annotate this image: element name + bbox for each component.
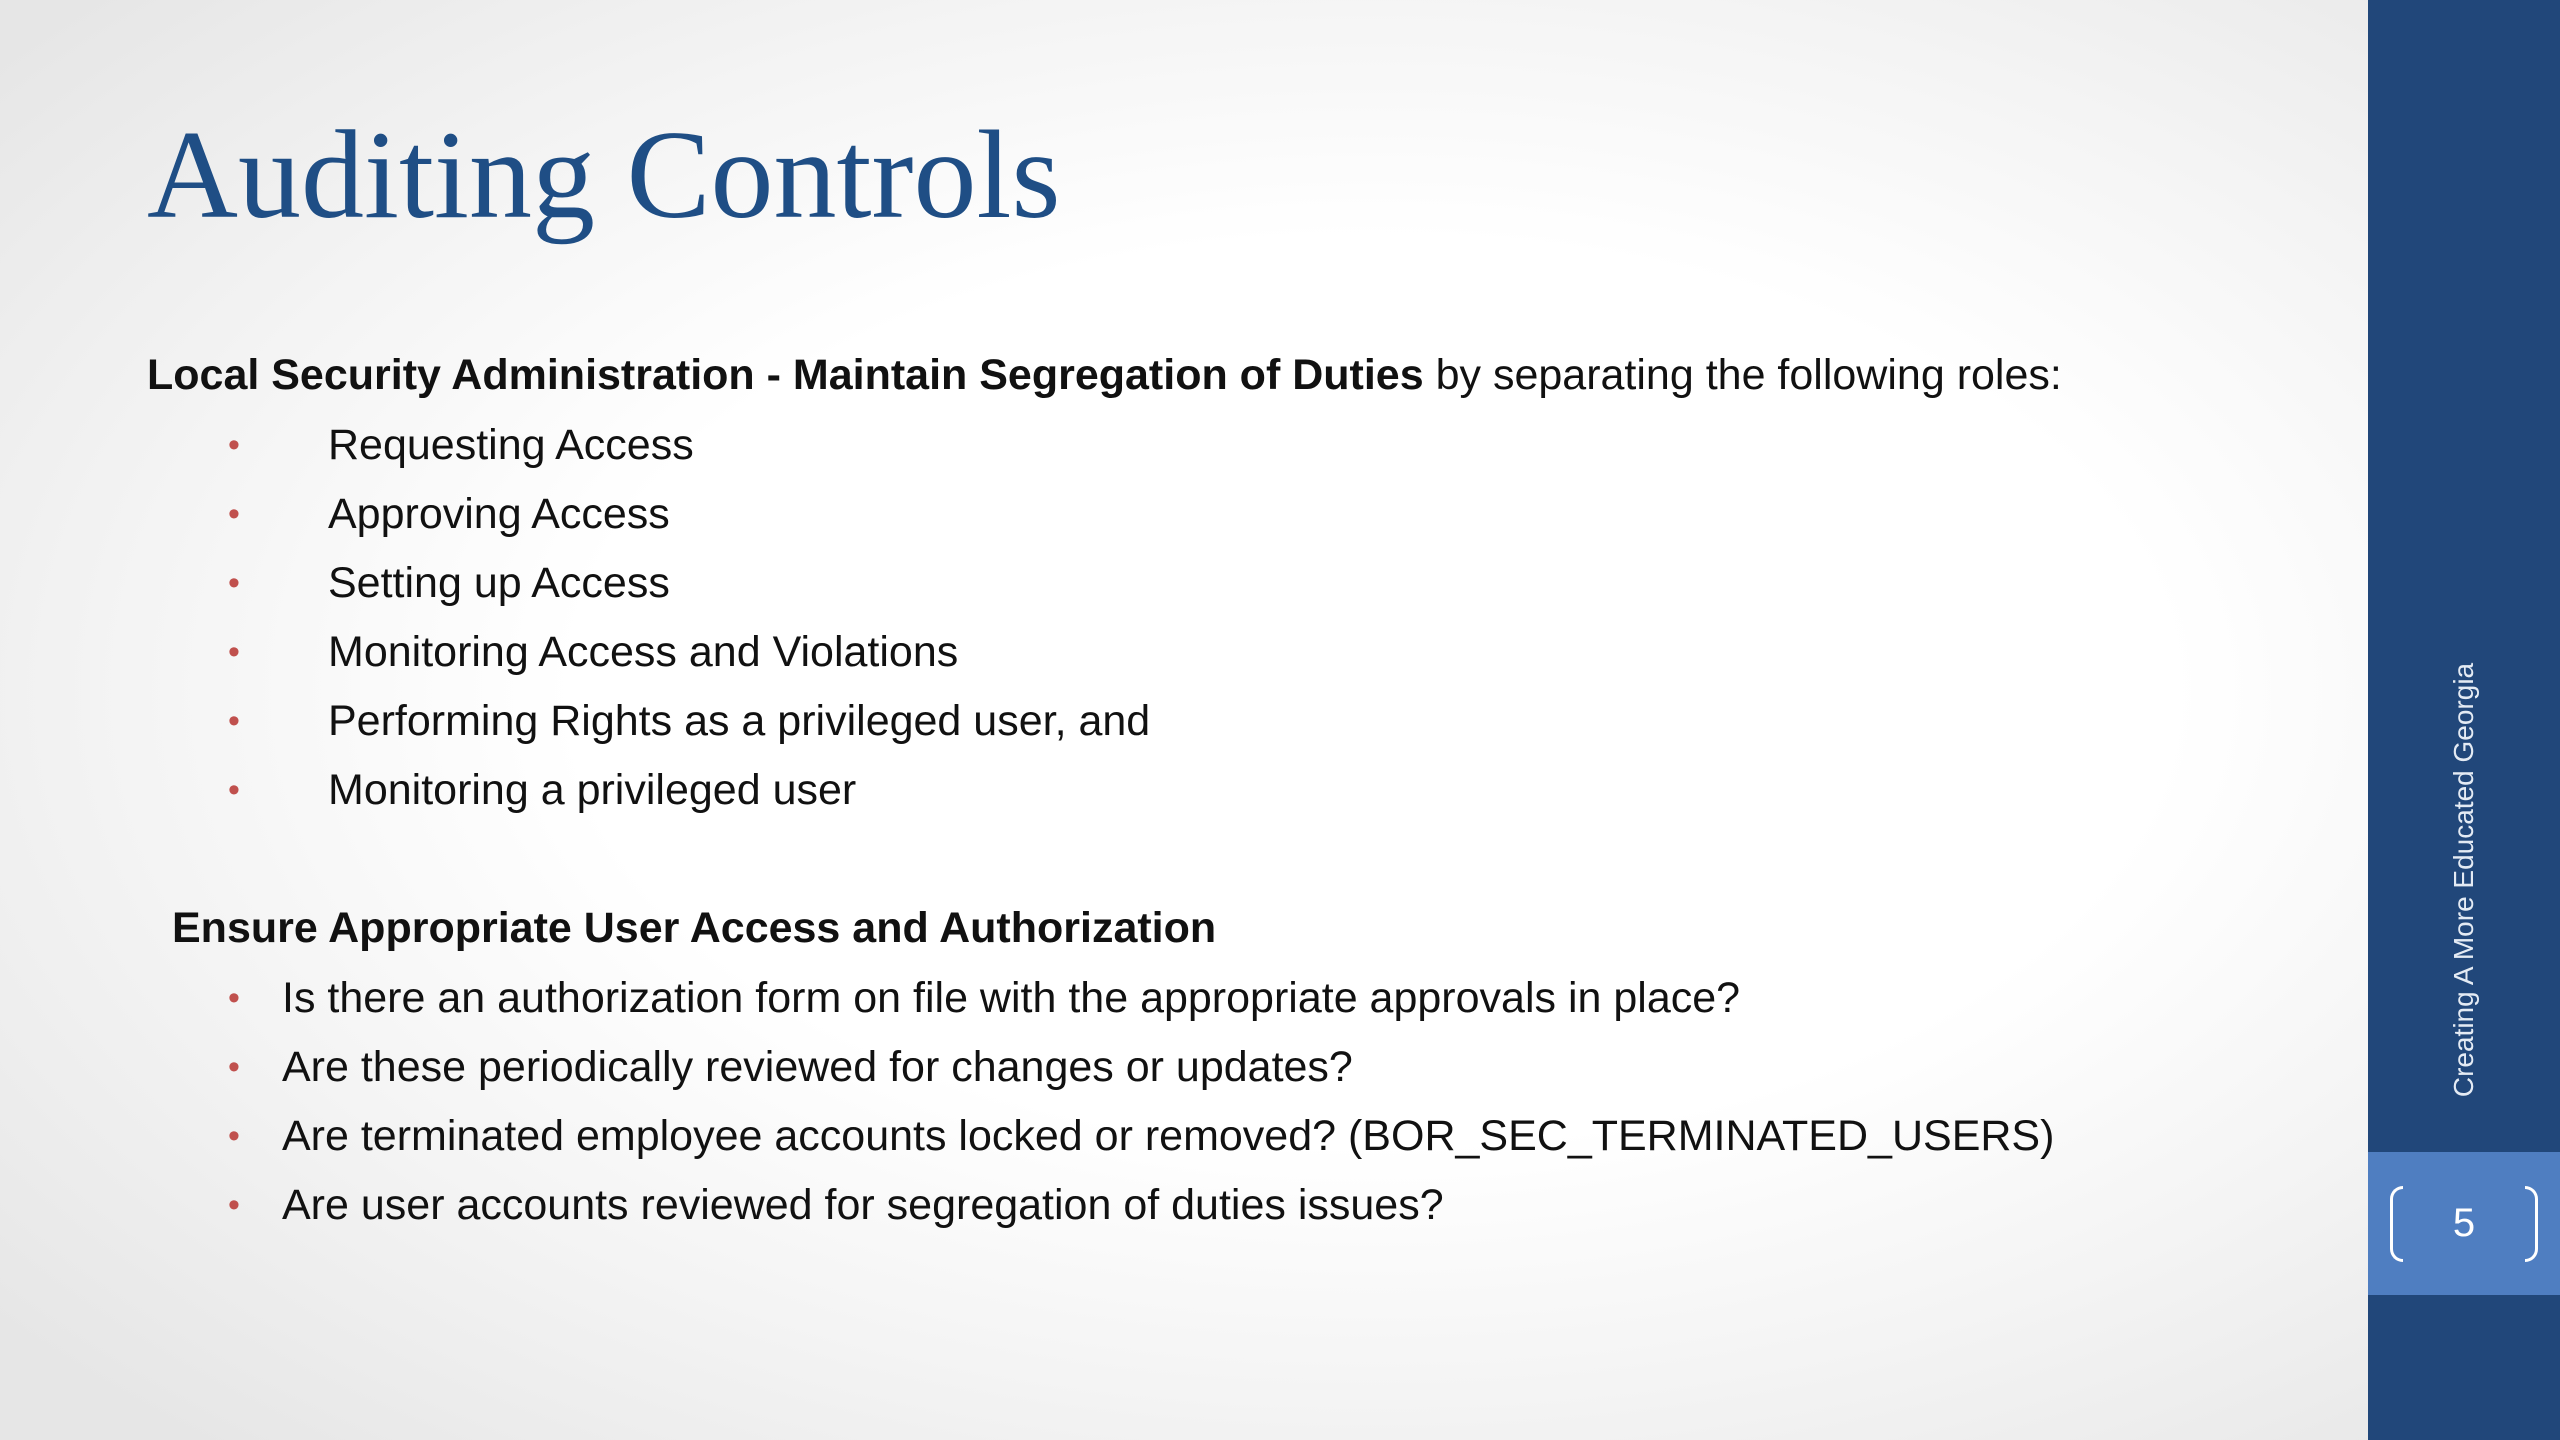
role-text: Monitoring a privileged user: [328, 766, 857, 814]
right-bracket-icon: [2525, 1186, 2538, 1262]
bullet-icon: •: [228, 771, 240, 809]
intro-line: [147, 345, 2062, 405]
list-item: [228, 553, 1150, 622]
page-number: 5: [2452, 1201, 2476, 1245]
section-heading: Ensure Appropriate User Access and Authorization: [172, 904, 1217, 952]
list-item: [228, 760, 1150, 829]
intro-bold-text: Local Security Administration - Maintain Segregation of Duties: [147, 351, 1424, 399]
bullet-icon: •: [228, 1048, 240, 1086]
questions-list: [228, 968, 2055, 1244]
role-text: Approving Access: [328, 490, 670, 538]
role-text: Performing Rights as a privileged user, and: [328, 697, 1151, 745]
list-item: [228, 1037, 2054, 1106]
role-text: Monitoring Access and Violations: [328, 628, 959, 676]
list-item: [228, 968, 2054, 1037]
intro-rest-text: by separating the following roles:: [1423, 351, 2062, 399]
bullet-icon: •: [228, 702, 240, 740]
page-number-box: [2368, 1152, 2560, 1295]
list-item: [228, 622, 1150, 691]
question-text: Are terminated employee accounts locked or removed? (BOR_SEC_TERMINATED_USERS): [282, 1112, 2055, 1160]
question-text: Are user accounts reviewed for segregation of duties issues?: [282, 1181, 1444, 1229]
sidebar-tagline: Creating A More Educated Georgia: [2448, 662, 2479, 1098]
bullet-icon: •: [228, 1117, 240, 1155]
question-text: Are these periodically reviewed for changes or updates?: [282, 1043, 1353, 1091]
question-text: Is there an authorization form on file with the appropriate approvals in place?: [282, 974, 1741, 1022]
list-item: [228, 1175, 2054, 1244]
bullet-icon: •: [228, 495, 240, 533]
list-item: [228, 1106, 2055, 1175]
list-item: [228, 484, 1150, 553]
slide-title: Auditing Controls: [147, 106, 1061, 245]
sidebar: [2368, 0, 2560, 1440]
bullet-icon: •: [228, 979, 240, 1017]
bullet-icon: •: [228, 426, 240, 464]
bullet-icon: •: [228, 564, 240, 602]
role-text: Setting up Access: [328, 559, 670, 607]
list-item: [228, 691, 1151, 760]
bullet-icon: •: [228, 633, 240, 671]
roles-list: [228, 415, 1151, 829]
role-text: Requesting Access: [328, 421, 694, 469]
list-item: [228, 415, 1150, 484]
bullet-icon: •: [228, 1186, 240, 1224]
